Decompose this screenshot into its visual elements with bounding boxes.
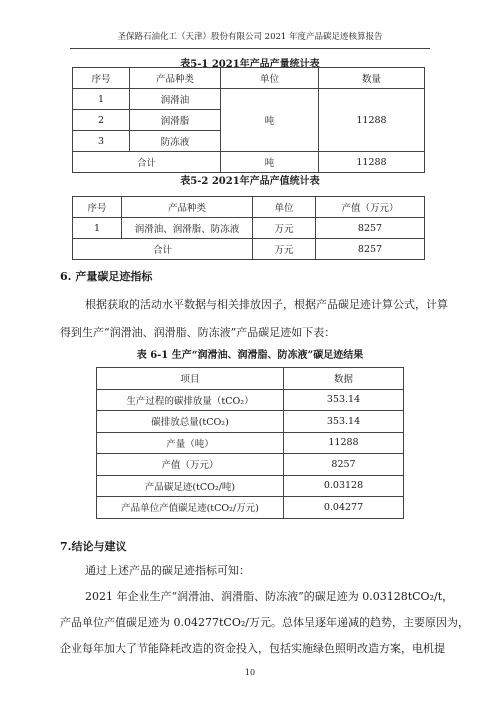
table-cell: 8257: [284, 454, 404, 476]
table-cell: 1: [73, 89, 130, 110]
table-cell: 防冻液: [130, 131, 221, 152]
total-row: [73, 239, 425, 260]
table-cell: 1: [73, 218, 122, 239]
output-value-table: [72, 196, 425, 260]
paragraph-line: 根据获取的活动水平数据与相关排放因子，根据产品碳足迹计算公式，计算: [85, 298, 448, 311]
table-cell: 碳排放总量(tCO₂): [97, 411, 284, 433]
table-cell: 0.03128: [284, 475, 404, 497]
table-row: [97, 389, 404, 411]
column-header: 数量: [319, 68, 425, 89]
table-cell: 353.14: [284, 411, 404, 433]
table-cell: 万元: [253, 218, 316, 239]
total-row: [73, 152, 425, 173]
column-header: 序号: [73, 197, 122, 218]
table-row: [73, 218, 425, 239]
table-row: [97, 475, 404, 497]
table-cell: 润滑油: [130, 89, 221, 110]
table-row: [97, 432, 404, 454]
table-cell: 8257: [316, 239, 425, 260]
table-cell: 3: [73, 131, 130, 152]
table-cell: 万元: [253, 239, 316, 260]
table1-caption: 表5-1 2021年产品产量统计表: [180, 59, 320, 70]
column-header: 数据: [284, 368, 404, 390]
section6-heading: 6. 产量碳足迹指标: [60, 270, 153, 283]
section7-heading: 7.结论与建议: [60, 540, 127, 553]
table-row: [97, 497, 404, 519]
column-header: 项目: [97, 368, 284, 390]
table-cell: 产值（万元）: [97, 454, 284, 476]
table2-caption: 表5-2 2021年产品产值统计表: [180, 176, 320, 187]
column-header: 单位: [253, 197, 316, 218]
table-cell: 润滑油、润滑脂、防冻液: [122, 218, 253, 239]
production-table: [72, 67, 425, 173]
paragraph-line: 通过上述产品的碳足迹指标可知：: [85, 564, 250, 577]
table-cell: 吨: [221, 152, 319, 173]
table-cell: 合计: [73, 152, 221, 173]
page-number: 10: [244, 668, 256, 677]
carbon-footprint-table: [96, 367, 404, 519]
table3-caption: 表 6-1 生产“润滑油、润滑脂、防冻液”碳足迹结果: [136, 350, 364, 361]
paragraph-line: 企业每年加大了节能降耗改造的资金投入，包括实施绿色照明改造方案，电机提: [60, 642, 445, 655]
table-cell: 2: [73, 110, 130, 131]
column-header: 产值（万元）: [316, 197, 425, 218]
table-header-row: [73, 68, 425, 89]
table-row: [73, 89, 425, 110]
table-header-row: [73, 197, 425, 218]
table-header-row: [97, 368, 404, 390]
table-row: [97, 454, 404, 476]
table-cell: 产品单位产值碳足迹(tCO₂/万元): [97, 497, 284, 519]
page-header: 圣保路石油化工（天津）股份有限公司 2021 年度产品碳足迹核算报告: [70, 30, 430, 49]
table-cell: 产量（吨）: [97, 432, 284, 454]
table-cell: 产品碳足迹(tCO₂/吨): [97, 475, 284, 497]
table-cell: 生产过程的碳排放量（tCO₂）: [97, 389, 284, 411]
table-row: [97, 411, 404, 433]
table-cell: 合计: [73, 239, 253, 260]
table-cell: 11288: [284, 432, 404, 454]
column-header: 产品种类: [122, 197, 253, 218]
table-cell: 8257: [316, 218, 425, 239]
table-cell: 0.04277: [284, 497, 404, 519]
merged-unit-cell: 吨: [221, 89, 319, 152]
paragraph-line: 产品单位产值碳足迹为 0.04277tCO₂/万元。总体呈逐年递减的趋势，主要原因为，: [60, 616, 469, 629]
column-header: 序号: [73, 68, 130, 89]
column-header: 产品种类: [130, 68, 221, 89]
paragraph-line: 得到生产“润滑油、润滑脂、防冻液”产品碳足迹如下表：: [60, 326, 336, 339]
paragraph-line: 2021 年企业生产“润滑油、润滑脂、防冻液”的碳足迹为 0.03128tCO₂/t，: [85, 590, 454, 603]
column-header: 单位: [221, 68, 319, 89]
table-cell: 11288: [319, 152, 425, 173]
table-cell: 353.14: [284, 389, 404, 411]
merged-quantity-cell: 11288: [319, 89, 425, 152]
table-cell: 润滑脂: [130, 110, 221, 131]
